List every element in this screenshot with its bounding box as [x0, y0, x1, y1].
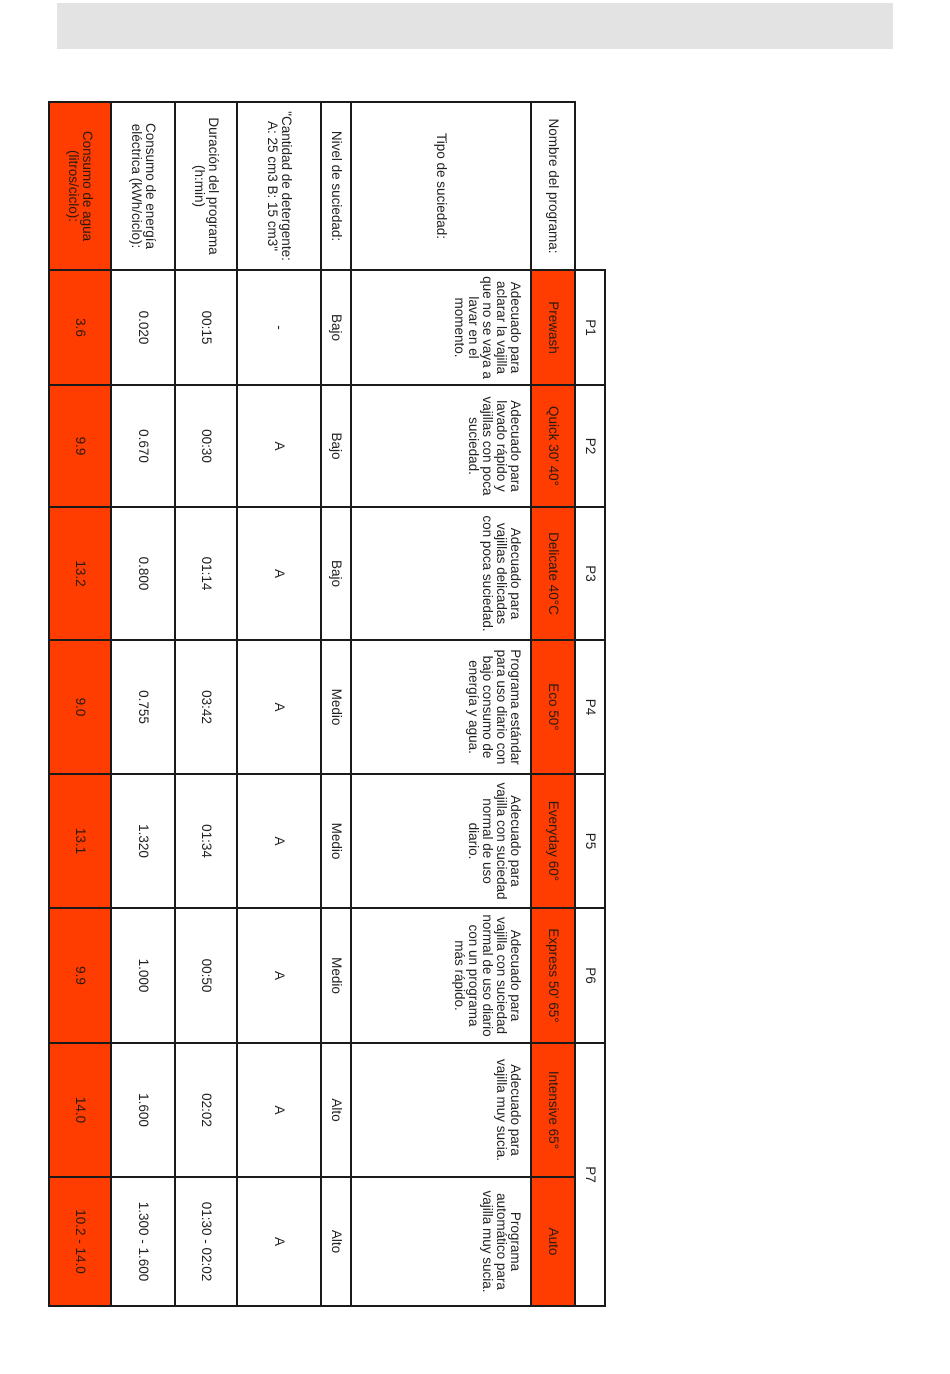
soil-level: Medio — [321, 908, 351, 1043]
program-number: P5 — [575, 774, 605, 908]
program-name-row — [531, 102, 575, 1306]
soil-type: Adecuado para lavado rápido y vajillas con poca suciedad. — [351, 385, 531, 507]
corner-blank — [575, 102, 605, 270]
detergent: A — [237, 908, 321, 1043]
duration: 00:30 — [175, 385, 237, 507]
row-label-energy: Consumo de energía eléctrica (kWh/ciclo): — [111, 102, 175, 270]
soil-type: Adecuado para vajillas delicadas con poca suciedad. — [351, 507, 531, 640]
detergent: A — [237, 1043, 321, 1177]
water-row — [49, 102, 111, 1306]
program-number: P4 — [575, 640, 605, 774]
water: 9.0 — [49, 640, 111, 774]
soil-level: Alto — [321, 1177, 351, 1306]
program-table — [48, 101, 606, 1307]
soil-level: Medio — [321, 774, 351, 908]
duration: 01:14 — [175, 507, 237, 640]
energy: 0.755 — [111, 640, 175, 774]
detergent-row — [237, 102, 321, 1306]
detergent: A — [237, 507, 321, 640]
soil-level: Alto — [321, 1043, 351, 1177]
program-name: Auto — [531, 1177, 575, 1306]
program-number: P1 — [575, 270, 605, 385]
program-number: P2 — [575, 385, 605, 507]
water: 10.2 - 14.0 — [49, 1177, 111, 1306]
detergent: A — [237, 640, 321, 774]
water: 13.1 — [49, 774, 111, 908]
program-name: Quick 30' 40° — [531, 385, 575, 507]
water: 14.0 — [49, 1043, 111, 1177]
soil-level: Medio — [321, 640, 351, 774]
header-bar — [57, 3, 893, 49]
program-table-container — [50, 101, 606, 1305]
soil-type: Adecuado para vajilla con suciedad normal de uso diario con un programa más rápido. — [351, 908, 531, 1043]
water: 13.2 — [49, 507, 111, 640]
program-name: Prewash — [531, 270, 575, 385]
duration: 00:50 — [175, 908, 237, 1043]
water: 9.9 — [49, 908, 111, 1043]
soil-level-row — [321, 102, 351, 1306]
soil-type: Adecuado para aclarar la vajilla que no se vaya a lavar en el momento. — [351, 270, 531, 385]
duration: 03:42 — [175, 640, 237, 774]
soil-type-row — [351, 102, 531, 1306]
duration: 00:15 — [175, 270, 237, 385]
program-number: P3 — [575, 507, 605, 640]
program-number: P7 — [575, 1043, 605, 1306]
detergent: A — [237, 385, 321, 507]
program-name: Everyday 60° — [531, 774, 575, 908]
soil-type: Adecuado para vajilla muy sucia. — [351, 1043, 531, 1177]
energy: 0.020 — [111, 270, 175, 385]
energy: 1.600 — [111, 1043, 175, 1177]
detergent: - — [237, 270, 321, 385]
energy: 0.670 — [111, 385, 175, 507]
row-label-duration: Duración del programa (h:min) — [175, 102, 237, 270]
row-label-soil-type: Tipo de suciedad: — [351, 102, 531, 270]
program-name: Delicate 40°C — [531, 507, 575, 640]
detergent: A — [237, 1177, 321, 1306]
row-label-water: Consumo de agua (litros/ciclo): — [49, 102, 111, 270]
energy: 1.000 — [111, 908, 175, 1043]
duration: 02:02 — [175, 1043, 237, 1177]
water: 9.9 — [49, 385, 111, 507]
soil-type: Programa estándar para uso diario con bajo consumo de energía y agua. — [351, 640, 531, 774]
program-name: Express 50' 65° — [531, 908, 575, 1043]
soil-level: Bajo — [321, 385, 351, 507]
soil-type: Programa automático para vajilla muy sucia. — [351, 1177, 531, 1306]
row-label-name: Nombre del programa: — [531, 102, 575, 270]
duration: 01:30 - 02:02 — [175, 1177, 237, 1306]
row-label-detergent: "Cantidad de detergente: A: 25 cm3 B: 15 cm3" — [237, 102, 321, 270]
program-name: Intensive 65° — [531, 1043, 575, 1177]
detergent: A — [237, 774, 321, 908]
soil-level: Bajo — [321, 507, 351, 640]
program-name: Eco 50° — [531, 640, 575, 774]
energy: 1.300 - 1.600 — [111, 1177, 175, 1306]
row-label-soil-level: Nivel de suciedad: — [321, 102, 351, 270]
duration-row — [175, 102, 237, 1306]
water: 3.6 — [49, 270, 111, 385]
soil-type: Adecuado para vajilla con suciedad normal de uso diario. — [351, 774, 531, 908]
program-number-row — [575, 102, 605, 1306]
energy-row — [111, 102, 175, 1306]
soil-level: Bajo — [321, 270, 351, 385]
energy: 0.800 — [111, 507, 175, 640]
program-number: P6 — [575, 908, 605, 1043]
energy: 1.320 — [111, 774, 175, 908]
duration: 01:34 — [175, 774, 237, 908]
